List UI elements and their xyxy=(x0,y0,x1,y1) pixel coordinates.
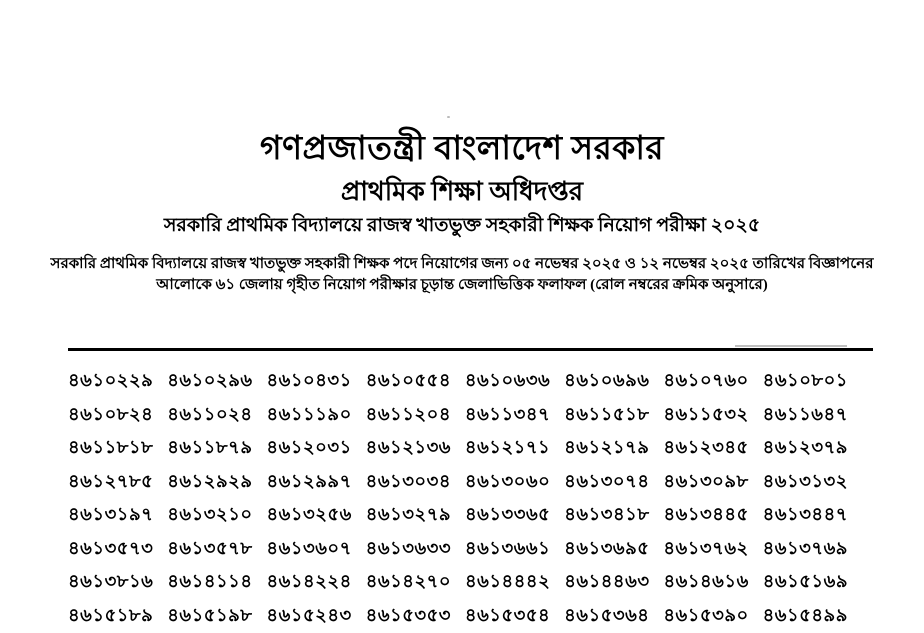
roll-number: ৪৬১৩৭৬২ xyxy=(663,534,748,565)
roll-number: ৪৬১২৯২৯ xyxy=(167,467,252,498)
roll-number: ৪৬১০৬৯৬ xyxy=(564,366,649,397)
roll-number: ৪৬১৩৩৬৫ xyxy=(465,500,550,531)
roll-number: ৪৬১৫৩৫৪ xyxy=(465,601,550,632)
roll-number: ৪৬১৩৭৬৯ xyxy=(763,534,848,565)
department-title: প্রাথমিক শিক্ষা অধিদপ্তর xyxy=(0,171,924,215)
roll-number: ৪৬১৩৫৭৩ xyxy=(68,534,153,565)
roll-number: ৪৬১৫১৯৮ xyxy=(167,601,252,632)
roll-number: ৪৬১১২০৪ xyxy=(366,400,451,431)
government-title: গণপ্রজাতন্ত্রী বাংলাদেশ সরকার xyxy=(0,122,924,178)
roll-number: ৪৬১৪৪৪২ xyxy=(465,567,550,598)
roll-number: ৪৬১০৫৫৪ xyxy=(366,366,451,397)
table-row xyxy=(68,365,848,399)
roll-number: ৪৬১২৯৯৭ xyxy=(266,467,351,498)
table-top-rule xyxy=(68,348,873,351)
notice-line-2: আলোকে ৬১ জেলায় গৃহীত নিয়োগ পরীক্ষার চূড়ান্ত জেলাভিত্তিক ফলাফল (রোল নম্বরের ক্রমিক অনুসারে) xyxy=(0,273,924,298)
roll-number: ৪৬১৩৮১৬ xyxy=(68,567,153,598)
roll-number: ৪৬১৩১৩২ xyxy=(763,467,848,498)
roll-number: ৪৬১১৫১৮ xyxy=(564,400,649,431)
roll-number: ৪৬১১৮১৮ xyxy=(68,433,153,464)
roll-number: ৪৬১১৩৪৭ xyxy=(465,400,550,431)
roll-number: ৪৬১৪৬১৬ xyxy=(663,567,748,598)
roll-number: ৪৬১৩৫৭৮ xyxy=(167,534,252,565)
table-row xyxy=(68,466,848,500)
roll-number: ৪৬১৪৪৬৩ xyxy=(564,567,649,598)
roll-number: ৪৬১৫১৬৯ xyxy=(763,567,848,598)
roll-number: ৪৬১০২৯৬ xyxy=(167,366,252,397)
roll-number: ৪৬১১৫৩২ xyxy=(663,400,748,431)
roll-number: ৪৬১০৭৬০ xyxy=(663,366,748,397)
roll-number: ৪৬১২১৩৬ xyxy=(366,433,451,464)
roll-number: ৪৬১৫২৪৩ xyxy=(266,601,351,632)
table-row xyxy=(68,499,848,533)
roll-number: ৪৬১৩৬৩৩ xyxy=(366,534,451,565)
roll-number-table xyxy=(68,365,848,633)
roll-number: ৪৬১২০৩১ xyxy=(266,433,351,464)
roll-number: ৪৬১৫১৮৯ xyxy=(68,601,153,632)
roll-number: ৪৬১৩৬৯৫ xyxy=(564,534,649,565)
roll-number: ৪৬১৩৬৬১ xyxy=(465,534,550,565)
roll-number: ৪৬১৪২২৪ xyxy=(266,567,351,598)
table-row xyxy=(68,399,848,433)
roll-number: ৪৬১০৬৩৬ xyxy=(465,366,550,397)
roll-number: ৪৬১৩০৩৪ xyxy=(366,467,451,498)
roll-number: ৪৬১০৮০১ xyxy=(763,366,848,397)
roll-number: ৪৬১১১৯০ xyxy=(266,400,351,431)
roll-number: ৪৬১০৪৩১ xyxy=(266,366,351,397)
roll-number: ৪৬১২৩৭৯ xyxy=(763,433,848,464)
roll-number: ৪৬১১৮৭৯ xyxy=(167,433,252,464)
roll-number: ৪৬১৩২৫৬ xyxy=(266,500,351,531)
notice-line-1: সরকারি প্রাথমিক বিদ্যালয়ে রাজস্ব খাতভুক্ত সহকারী শিক্ষক পদে নিয়োগের জন্য ০৫ নভেম্বর ২০২৫ ও ১২ নভেম্বর ২০২৫ তারিখের বিজ্ঞাপনের xyxy=(0,252,924,277)
table-row xyxy=(68,432,848,466)
roll-number: ৪৬১৪১১৪ xyxy=(167,567,252,598)
exam-title: সরকারি প্রাথমিক বিদ্যালয়ে রাজস্ব খাতভুক্ত সহকারী শিক্ষক নিয়োগ পরীক্ষা ২০২৫ xyxy=(0,211,924,243)
roll-number: ৪৬১০২২৯ xyxy=(68,366,153,397)
roll-number: ৪৬১৩৪৪৫ xyxy=(663,500,748,531)
roll-number: ৪৬১১০২৪ xyxy=(167,400,252,431)
scan-artifact xyxy=(447,116,450,118)
roll-number: ৪৬১৫৩৯০ xyxy=(663,601,748,632)
roll-number: ৪৬১৫৩৬৪ xyxy=(564,601,649,632)
roll-number: ৪৬১২১৭৯ xyxy=(564,433,649,464)
roll-number: ৪৬১৩২১০ xyxy=(167,500,252,531)
roll-number: ৪৬১২৩৪৫ xyxy=(663,433,748,464)
roll-number: ৪৬১৪২৭০ xyxy=(366,567,451,598)
table-row xyxy=(68,600,848,633)
roll-number: ৪৬১০৮২৪ xyxy=(68,400,153,431)
scan-smudge xyxy=(735,345,847,347)
table-row xyxy=(68,533,848,567)
roll-number: ৪৬১১৬৪৭ xyxy=(763,400,848,431)
roll-number: ৪৬১৩০৬০ xyxy=(465,467,550,498)
roll-number: ৪৬১৩৪৪৭ xyxy=(763,500,848,531)
roll-number: ৪৬১২১৭১ xyxy=(465,433,550,464)
roll-number: ৪৬১৫৩৫৩ xyxy=(366,601,451,632)
roll-number: ৪৬১৫৪৯৯ xyxy=(763,601,848,632)
roll-number: ৪৬১৩২৭৯ xyxy=(366,500,451,531)
roll-number: ৪৬১৩৪১৮ xyxy=(564,500,649,531)
roll-number: ৪৬১৩১৯৭ xyxy=(68,500,153,531)
roll-number: ৪৬১২৭৮৫ xyxy=(68,467,153,498)
roll-number: ৪৬১৩৬০৭ xyxy=(266,534,351,565)
roll-number: ৪৬১৩০৯৮ xyxy=(663,467,748,498)
roll-number: ৪৬১৩০৭৪ xyxy=(564,467,649,498)
table-row xyxy=(68,566,848,600)
